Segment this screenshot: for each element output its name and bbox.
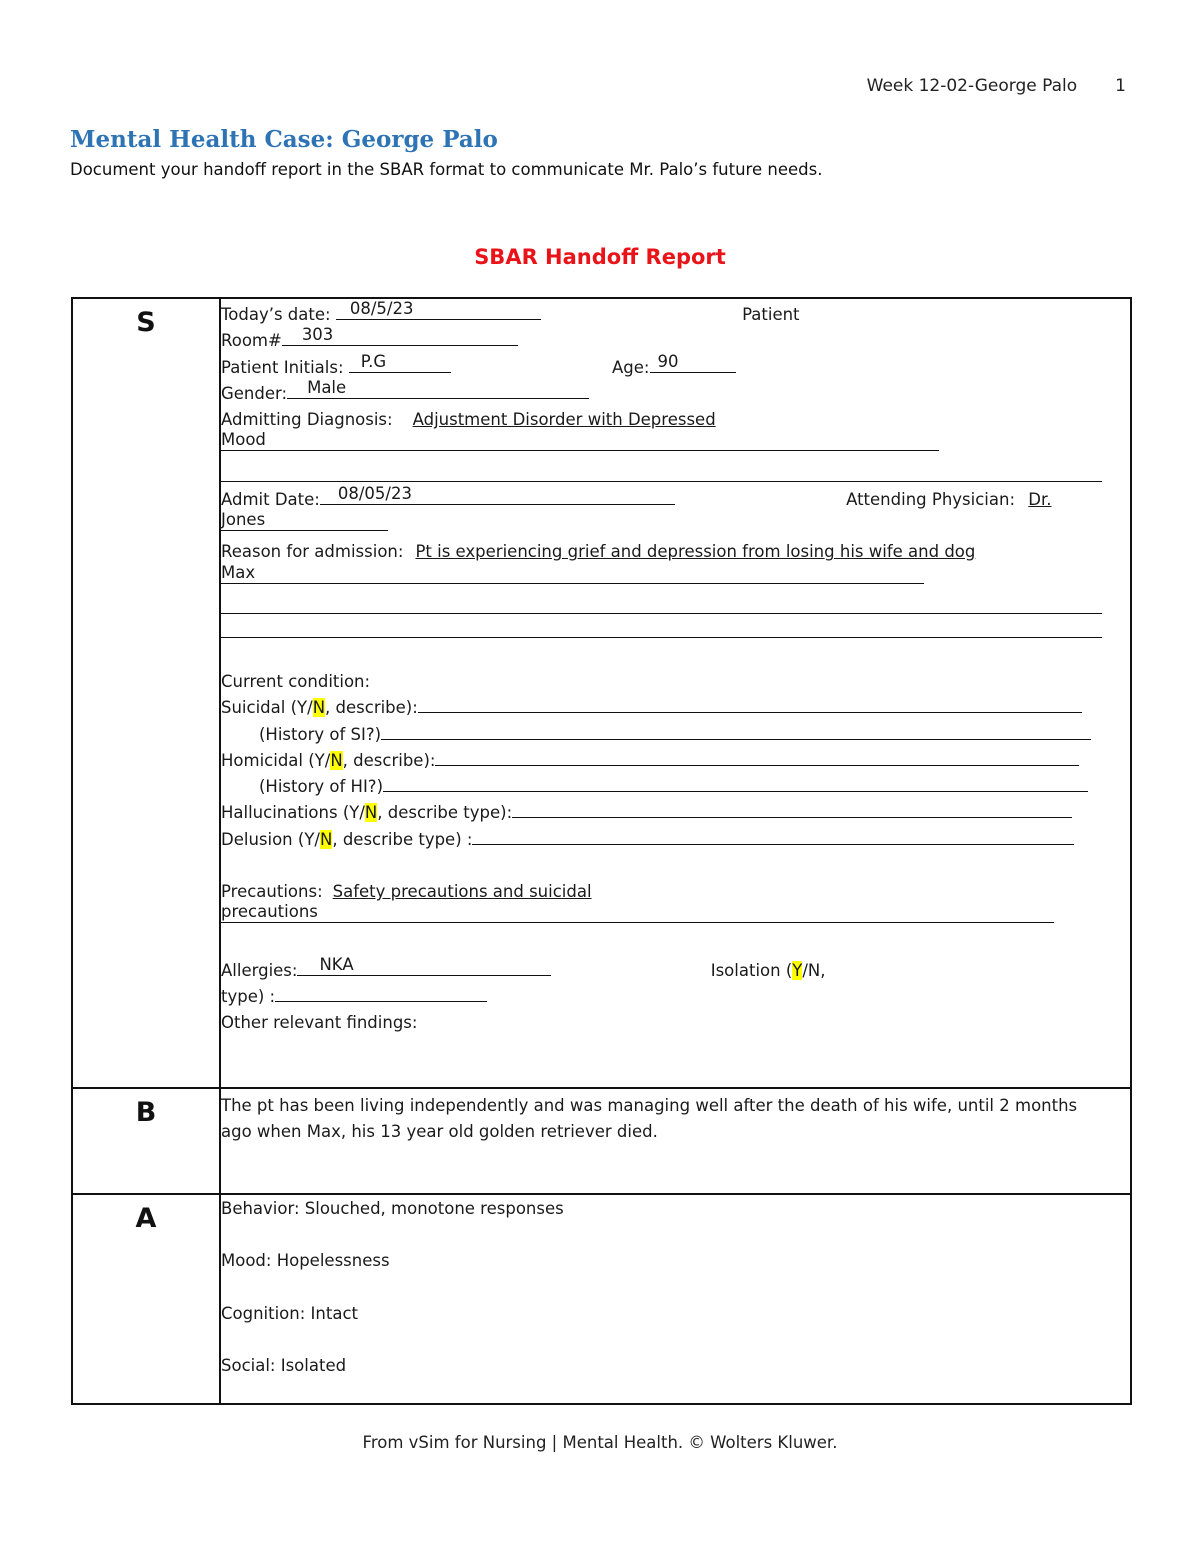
age-field [650,351,736,373]
history-si-blank [381,722,1091,740]
type-label: type) : [221,986,276,1006]
reason-extra-rule-1 [221,595,1102,614]
physician-value-continued: Jones [221,510,266,530]
isolation-y-selected: Y [792,960,803,980]
history-hi-label: (History of HI?) [259,777,383,797]
room-value: 303 [301,325,334,345]
homicidal-n-selected: N [330,750,343,770]
diagnosis-value-continued: Mood [221,430,266,450]
room-field [282,325,518,346]
age-label: Age: [612,357,650,377]
reason-label: Reason for admission: [221,542,404,562]
physician-field [221,510,388,531]
initials-line [221,351,1130,381]
current-condition-heading: Current condition: [221,671,371,691]
initials-value: P.G [360,351,387,371]
suicidal-n-selected: N [312,698,326,718]
diagnosis-line-2 [221,430,1130,459]
todays-date-label: Today’s date: [221,305,331,324]
gender-field [287,377,589,399]
running-header-text: Week 12-02-George Palo [866,76,1078,96]
homicidal-label: Homicidal [221,750,303,770]
precautions-label: Precautions: [221,882,323,902]
report-title: SBAR Handoff Report [474,245,726,269]
isolation-suffix: /N, [802,960,826,980]
history-hi-line [221,774,1130,800]
other-findings-label: Other relevant findings: [221,1013,418,1033]
suicidal-line: Suicidal (Y/N, describe): [221,695,1130,721]
reason-field [221,562,924,584]
social-text: Social: Isolated [221,1355,347,1375]
page-footer: From vSim for Nursing | Mental Health. © Wolters Kluwer. [362,1433,838,1452]
allergies-field [297,954,551,976]
allergies-label: Allergies: [221,960,298,980]
homicidal-blank [435,748,1079,766]
reason-line [221,539,1130,565]
history-si-label: (History of SI?) [259,724,382,744]
reason-value: Pt is experiencing grief and depression from losing his wife and dog [415,542,976,562]
reason-extra-rule-2 [221,619,1102,638]
assessment-content [220,1194,1131,1404]
homicidal-y: Y [314,750,325,770]
type-blank [275,984,487,1002]
document-subtitle: Document your handoff report in the SBAR format to communicate Mr. Palo’s future needs. [70,160,823,179]
precautions-field [221,902,1054,923]
allergies-value: NKA [319,954,354,974]
reason-value-continued: Max [221,562,256,582]
admit-date-label: Admit Date: [221,489,320,509]
background-text: The pt has been living independently and was managing well after the death of his wife, until 2 months ago when Max, his 13 year old golden retriever died. [221,1096,1078,1142]
hallucinations-line: Hallucinations (Y/N, describe type): [221,800,1130,826]
delusion-line: Delusion (Y/N, describe type) : [221,827,1130,853]
diagnosis-value: Adjustment Disorder with Depressed [412,410,716,430]
precautions-line [221,879,1130,905]
initials-field [349,351,451,373]
sbar-table [71,297,1132,1405]
gender-label: Gender: [221,383,288,403]
gender-value: Male [307,377,347,397]
diagnosis-field [221,430,939,451]
history-si-line [221,722,1130,748]
background-letter: B [135,1097,157,1128]
suicidal-y: Y [297,698,308,718]
assessment-row [72,1194,1131,1404]
delusion-blank [472,827,1074,845]
admit-date-line [221,483,1130,513]
history-hi-blank [383,774,1088,792]
admit-date-field [320,483,675,505]
diagnosis-label: Admitting Diagnosis: [221,410,393,430]
situation-letter-cell [72,298,220,1088]
age-value: 90 [657,351,679,371]
physician-value: Dr. [1028,489,1052,509]
physician-line-2 [221,510,1130,539]
patient-label: Patient [742,305,800,324]
delusion-label: Delusion [221,829,293,849]
todays-date-field [336,299,541,320]
assessment-letter: A [135,1203,157,1234]
precautions-value-continued: precautions [221,902,318,922]
initials-label: Patient Initials: [221,357,344,377]
suicidal-label: Suicidal [221,698,286,718]
behavior-text: Behavior: Slouched, monotone responses [221,1199,564,1218]
assessment-letter-cell [72,1194,220,1404]
suicidal-blank [418,695,1082,713]
reason-line-2 [221,562,1130,592]
diagnosis-line [221,407,1130,433]
homicidal-line: Homicidal (Y/N, describe): [221,748,1130,774]
delusion-y: Y [304,829,315,849]
background-letter-cell [72,1088,220,1194]
precautions-line-2 [221,902,1130,931]
isolation-label: Isolation ( [710,960,793,980]
cognition-text: Cognition: Intact [221,1303,358,1323]
todays-date-value: 08/5/23 [349,299,414,318]
situation-content [220,298,1131,1088]
running-header [867,76,1126,96]
type-line [221,984,1130,1010]
diagnosis-extra-rule [221,463,1102,482]
situation-row [72,298,1131,1088]
page-number: 1 [1115,76,1126,96]
background-content [220,1088,1131,1194]
room-label: Room# [221,331,282,351]
hallucinations-blank [512,800,1072,818]
background-row [72,1088,1131,1194]
admit-date-value: 08/05/23 [337,483,412,503]
allergies-line [221,954,1130,984]
todays-date-line [221,299,1130,328]
precautions-value: Safety precautions and suicidal [332,882,592,902]
delusion-n-selected: N [319,829,333,849]
hallucinations-y: Y [349,803,360,823]
situation-letter: S [136,307,156,338]
gender-line [221,377,1130,407]
hallucinations-n-selected: N [364,803,378,823]
mood-text: Mood: Hopelessness [221,1251,390,1271]
document-title: Mental Health Case: George Palo [70,126,498,153]
physician-label: Attending Physician: [846,489,1016,509]
hallucinations-label: Hallucinations [221,803,338,823]
